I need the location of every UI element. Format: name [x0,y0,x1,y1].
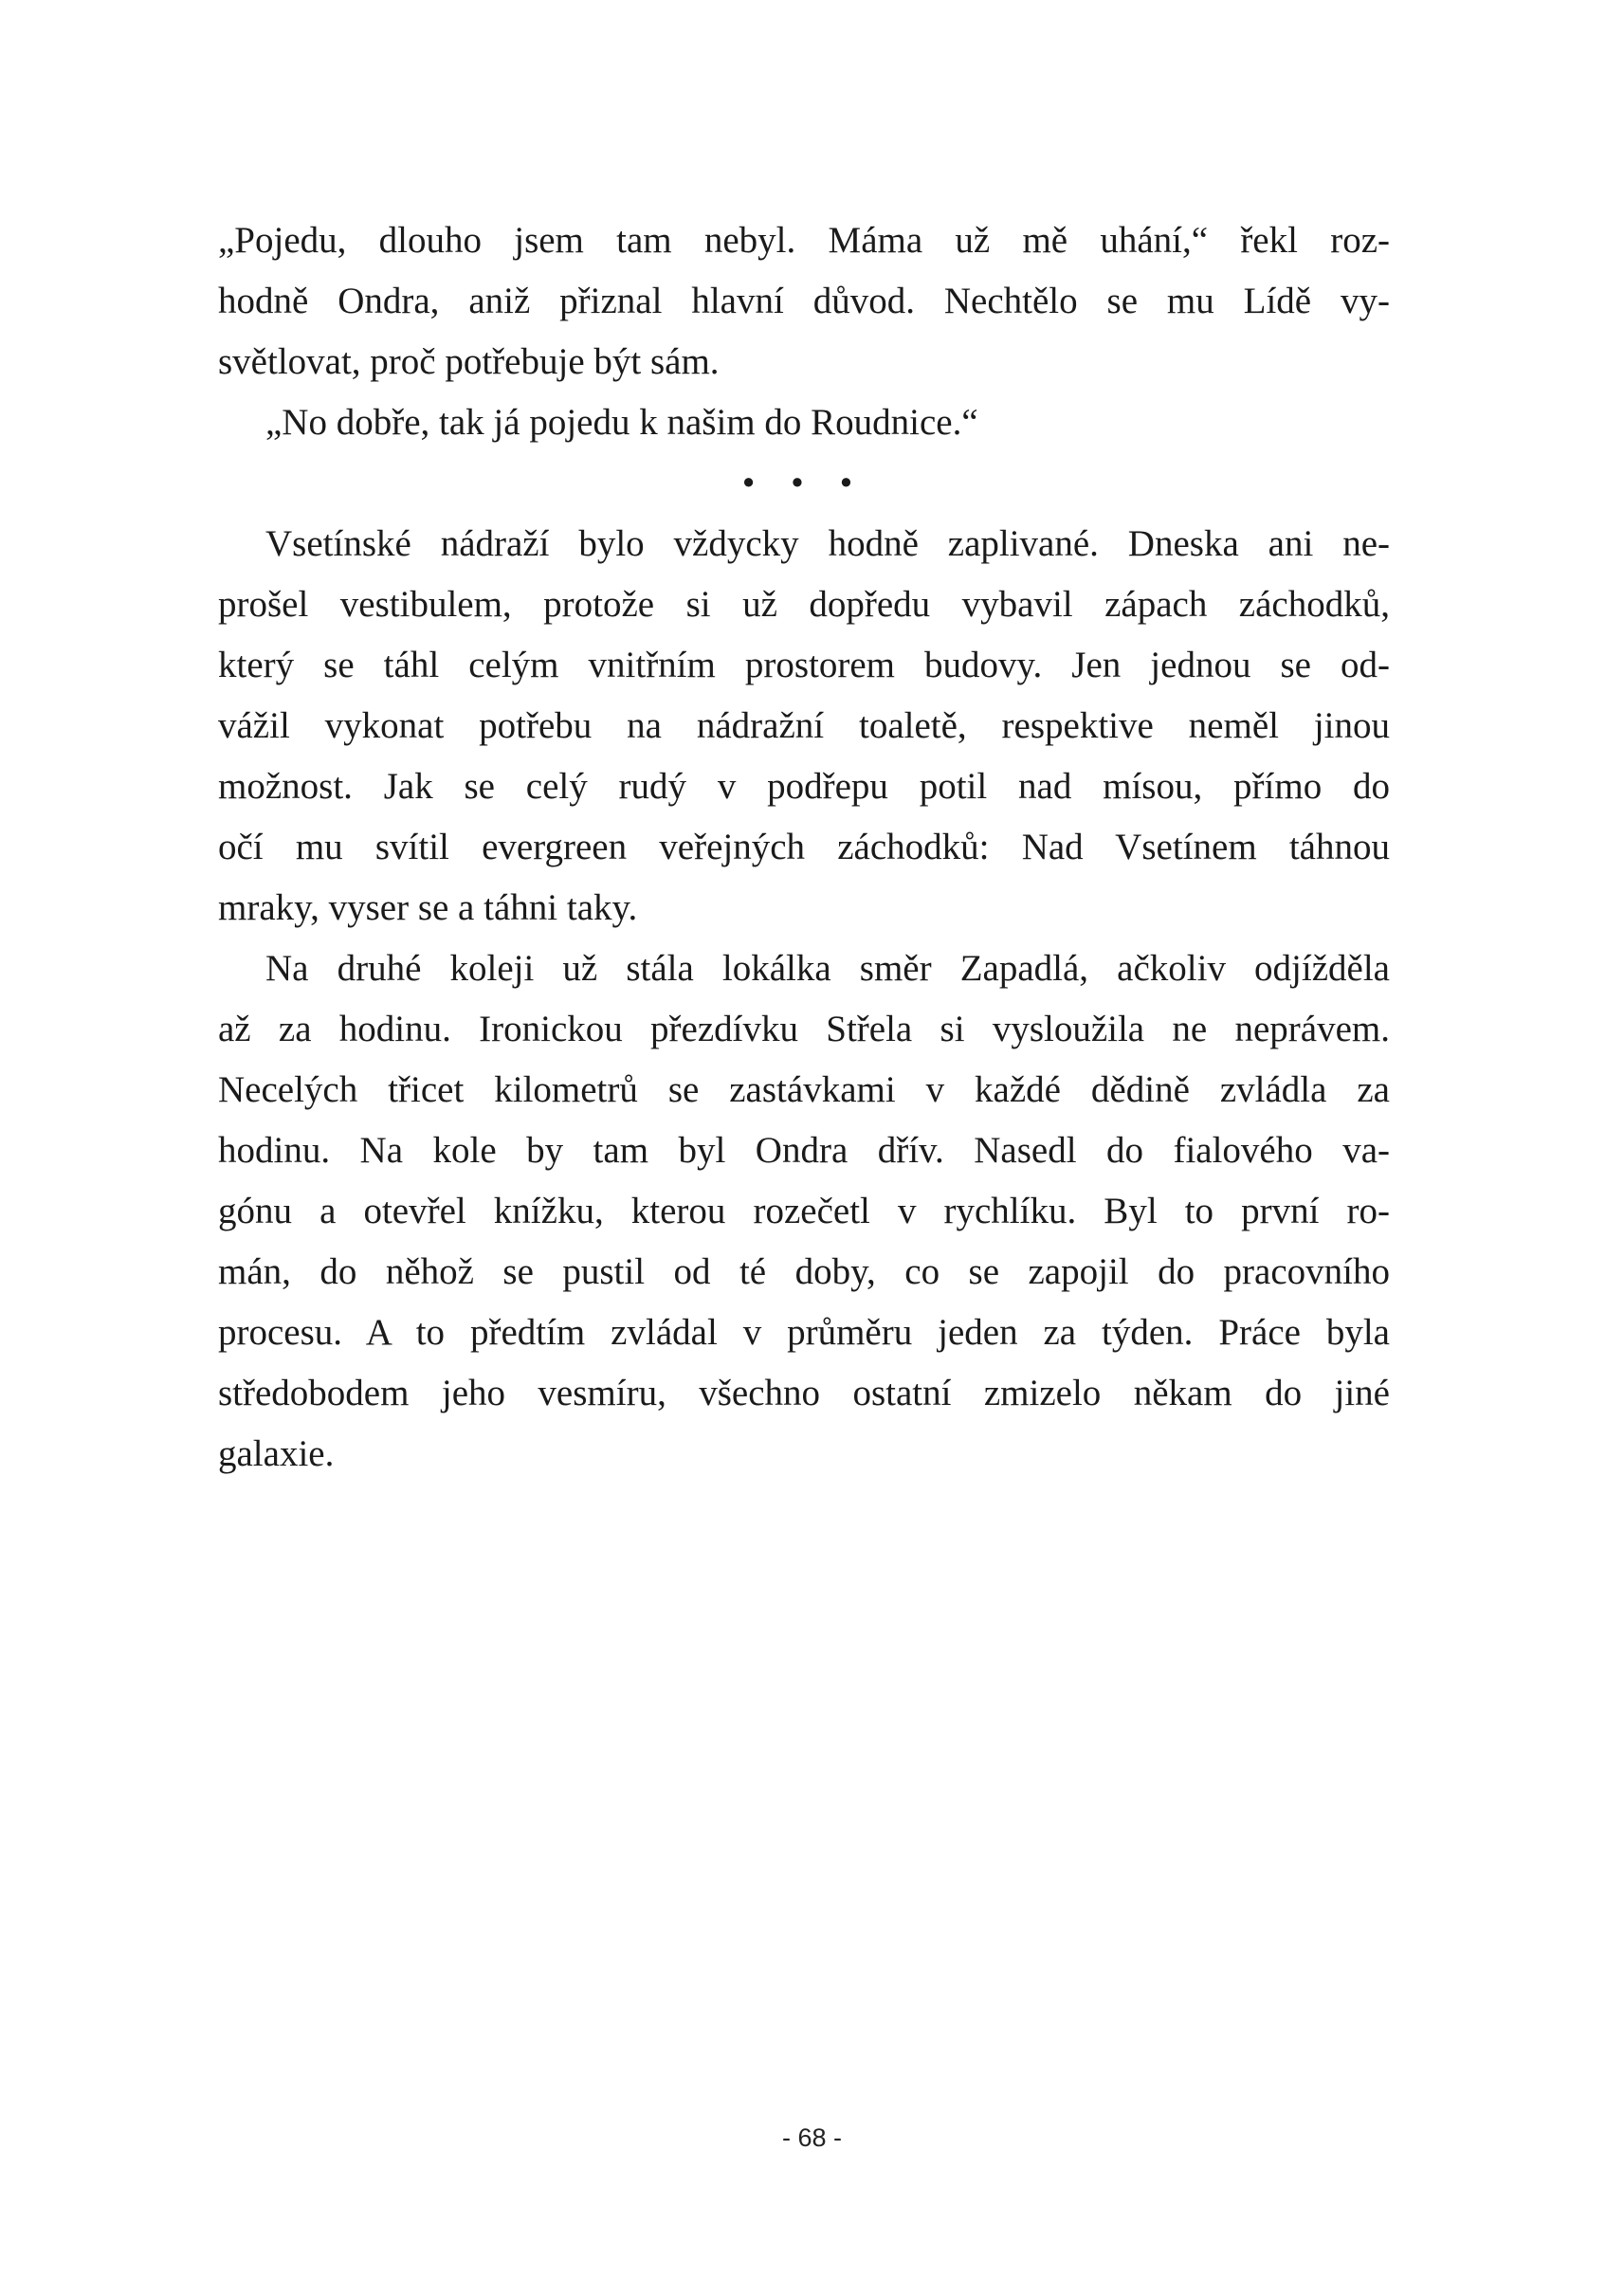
text-line: hodně Ondra, aniž přiznal hlavní důvod. Nechtělo se mu Lídě vy- [218,281,1390,321]
page-number: - 68 - [781,2123,843,2152]
text-line: „Pojedu, dlouho jsem tam nebyl. Máma už mě uhání,“ řekl roz- [218,220,1390,261]
text-line: možnost. Jak se celý rudý v podřepu potil nad mísou, přímo do [218,766,1390,807]
text-line: světlovat, proč potřebuje být sám. [218,341,720,382]
text-line: středobodem jeho vesmíru, všechno ostatní zmizelo někam do jiné [218,1373,1390,1413]
section-separator: • • • [741,463,867,503]
text-line: hodinu. Na kole by tam byl Ondra dřív. Nasedl do fialového va- [218,1130,1390,1171]
text-line: až za hodinu. Ironickou přezdívku Střela si vysloužila ne neprávem. [218,1009,1390,1049]
text-line: mán, do něhož se pustil od té doby, co se zapojil do pracovního [218,1251,1390,1292]
text-line: „No dobře, tak já pojedu k našim do Roudnice.“ [265,402,978,443]
text-line: očí mu svítil evergreen veřejných záchodků: Nad Vsetínem táhnou [218,827,1390,867]
text-line: vážil vykonat potřebu na nádražní toaletě, respektive neměl jinou [218,705,1390,746]
text-line: procesu. A to předtím zvládal v průměru jeden za týden. Práce byla [218,1312,1390,1353]
text-line: mraky, vyser se a táhni taky. [218,887,638,928]
text-line: Na druhé koleji už stála lokálka směr Zapadlá, ačkoliv odjížděla [265,948,1390,989]
text-line: prošel vestibulem, protože si už dopředu vybavil zápach záchodků, [218,584,1390,625]
text-line: který se táhl celým vnitřním prostorem budovy. Jen jednou se od- [218,645,1390,685]
text-line: Vsetínské nádraží bylo vždycky hodně zaplivané. Dneska ani ne- [265,523,1390,564]
text-line: Necelých třicet kilometrů se zastávkami v každé dědině zvládla za [218,1069,1390,1110]
text-line: galaxie. [218,1433,335,1474]
body-text [218,210,1390,1485]
text-line: gónu a otevřel knížku, kterou rozečetl v rychlíku. Byl to první ro- [218,1191,1390,1231]
